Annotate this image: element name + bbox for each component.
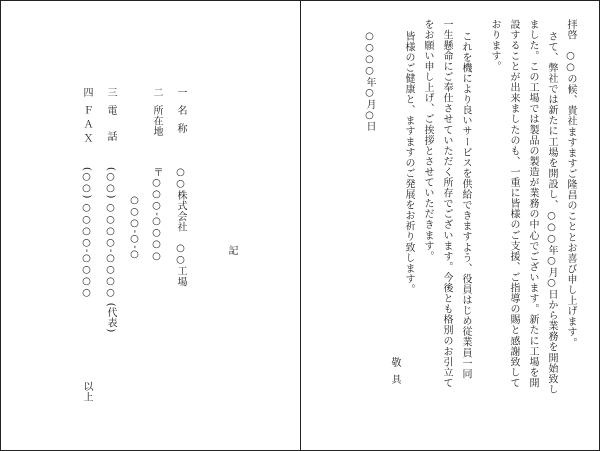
letter-line: をお願い申し上げ、ご挨拶とさせていただきます。 [422,19,433,262]
letter-line: 設することが出来ましたのも、一重に皆様のご支援、ご指導の賜と感謝致して [508,19,519,389]
letter-line: 拝啓 ○○の候、貴社ますますご隆昌のこととお喜び申し上げます。 [565,19,576,349]
closing-text: 敬具 [389,357,400,391]
item-label: ＦＡＸ [81,105,92,147]
letter-line: さて、弊社では新たに工場を開設し、○○○年○月○日から業務を開始致し [546,31,557,395]
item-number: 三 [105,87,116,98]
item-value-line2: ○○○-○-○ [129,195,140,261]
letter-line: 一生懸命にご奉仕させていただく所存でございます。今後とも格別のお引立て [441,19,452,389]
item-value: (○○) ○○○○-○○○○ (代表) [105,167,116,333]
item-label: 所在地 [151,105,162,137]
letter-line: おります。 [489,19,500,72]
item-value: 〒○○○-○○○○ [151,167,162,263]
item-label: 名称 [175,105,186,141]
item-number: 四 [81,87,92,98]
letter-line: これを機により良いサービスを供給できますよう、役員はじめ従業員一同 [460,31,471,380]
letter-line: ました。この工場では製品の製造が業務の中心でございます。新たに工場を開 [527,19,538,389]
item-number: 一 [175,87,186,98]
letter-line: 皆様のご健康と、ますますのご発展をお祈り致します。 [403,31,414,295]
fold-line [300,1,301,450]
item-label: 電話 [105,105,116,157]
item-value: (○○) ○○○○-○○○○ [81,167,92,300]
item-number: 二 [151,87,162,98]
record-heading: 記 [226,245,237,256]
item-value: ○○株式会社 ○○工場 [175,167,186,288]
end-text: 以上 [81,381,92,403]
letter-date: ○○○○年○月○日 [364,31,375,132]
